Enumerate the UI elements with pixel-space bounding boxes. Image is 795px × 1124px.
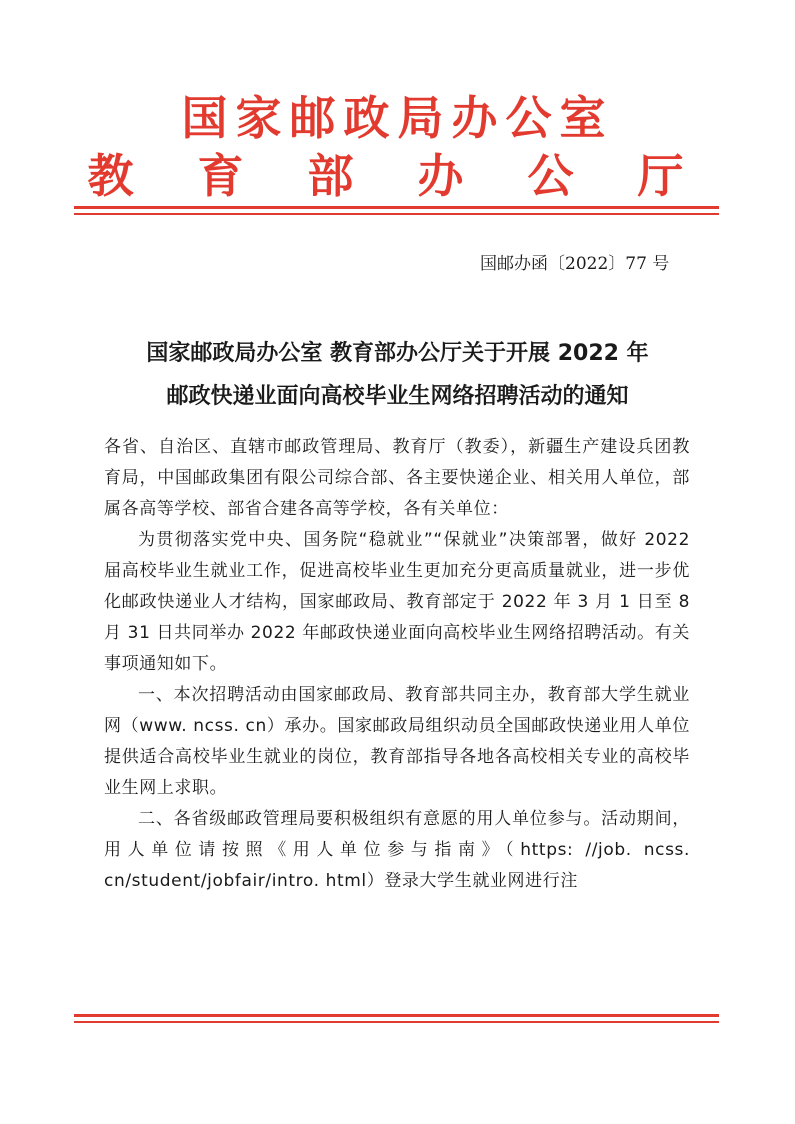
- document-title-line-1: 国家邮政局办公室 教育部办公厅关于开展 2022 年: [146, 341, 649, 366]
- paragraph-intro: 为贯彻落实党中央、国务院“稳就业”“保就业”决策部署，做好 2022 届高校毕业生就业工作，促进高校毕业生更加充分更高质量就业，进一步优化邮政快递业人才结构，国家邮政局、教育部定于 2022 年 3 月 1 日至 8 月 31 日共同举办 2022 年邮政快递业面向高校毕业生网络招聘活动。有关事项通知如下。: [104, 530, 690, 674]
- footer-rule-thin: [74, 1021, 719, 1023]
- footer-rule-thick: [74, 1014, 719, 1017]
- issuer-name-postal-bureau: 国家邮政局办公室: [181, 91, 614, 145]
- header-rule-thin: [74, 213, 719, 215]
- document-body: [104, 432, 690, 897]
- salutation: 各省、自治区、直辖市邮政管理局、教育厅（教委），新疆生产建设兵团教育局，中国邮政集团有限公司综合部、各主要快递企业、相关用人单位，部属各高等学校、部省合建各高等学校，各有关单位：: [104, 437, 690, 519]
- header-rule-thick: [74, 206, 719, 209]
- document-title-line-2: 邮政快递业面向高校毕业生网络招聘活动的通知: [166, 384, 629, 409]
- issuer-name-education-ministry: 教 育 部 办 公 厅: [87, 149, 708, 203]
- paragraph-item-1: 一、本次招聘活动由国家邮政局、教育部共同主办，教育部大学生就业网（www. ncss. cn）承办。国家邮政局组织动员全国邮政快递业用人单位提供适合高校毕业生就业的岗位，教育部指导各地各高校相关专业的高校毕业生网上求职。: [104, 685, 690, 798]
- paragraph-item-2: 二、各省级邮政管理局要积极组织有意愿的用人单位参与。活动期间，用人单位请按照《用人单位参与指南》（https: //job. ncss. cn/student/jobfair/intro. html）登录大学生就业网进行注: [104, 809, 690, 891]
- document-number: 国邮办函〔2022〕77 号: [480, 254, 670, 274]
